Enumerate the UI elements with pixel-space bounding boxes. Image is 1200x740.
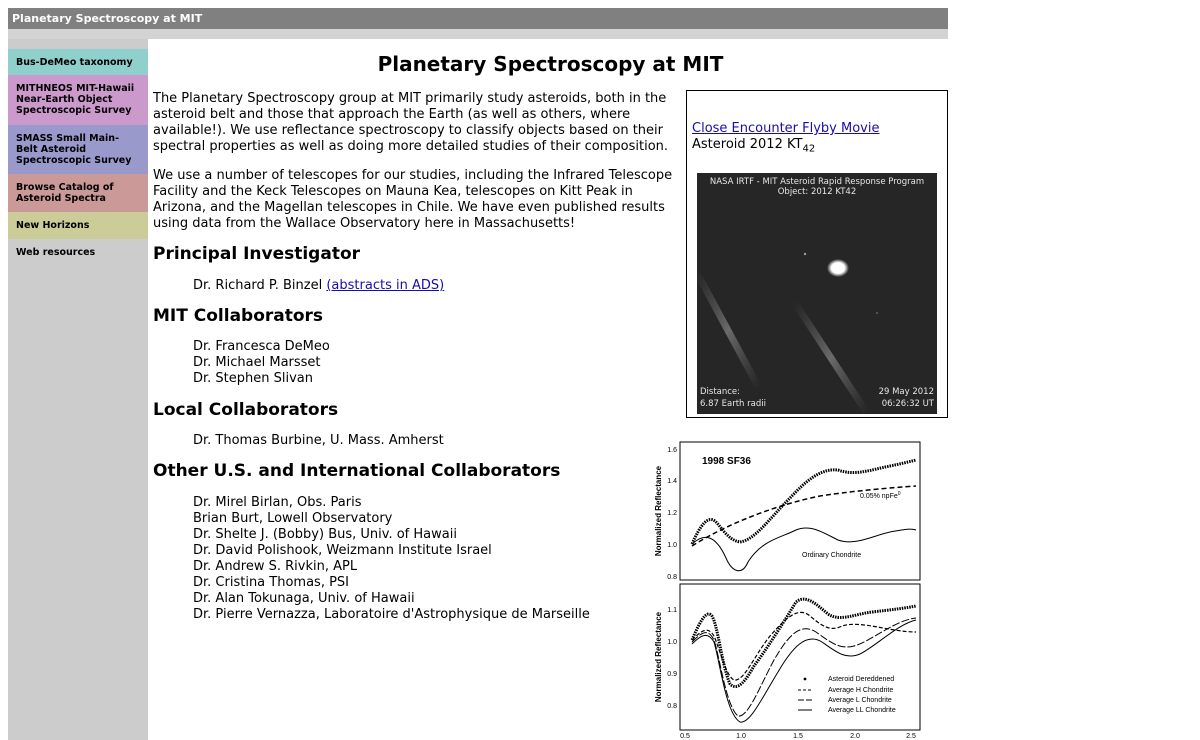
x-tick-label: 0.5 [680,733,690,740]
person-name: Dr. Thomas Burbine, U. Mass. Amherst [193,433,444,448]
frame-distance-value: 6.87 Earth radii [700,399,766,409]
site-title: Planetary Spectroscopy at MIT [12,12,203,25]
heading-local-collaborators: Local Collaborators [153,400,339,420]
person-name: Brian Burt, Lowell Observatory [193,511,393,526]
caption-text: Asteroid 2012 KT [692,137,803,152]
page-title: Planetary Spectroscopy at MIT [377,52,724,76]
ads-abstracts-link[interactable]: (abstracts in ADS) [326,278,445,293]
person-name: Dr. Alan Tokunaga, Univ. of Hawaii [193,591,415,606]
legend-entry: Average L Chondrite [828,697,892,704]
flyby-movie-link[interactable]: Close Encounter Flyby Movie [692,121,880,136]
sidebar-item-label: Web resources [16,247,96,258]
y-tick-label: 1.6 [667,447,677,454]
flyby-movie-panel [686,90,948,418]
asteroid-spectrum-top [692,460,916,544]
person-name: Dr. Andrew S. Rivkin, APL [193,559,358,574]
person-name: Dr. Shelte J. (Bobby) Bus, Univ. of Hawaii [193,527,457,542]
person-name: Dr. David Polishook, Weizmann Institute Israel [193,543,492,558]
starfield-image [697,173,937,414]
heading-mit-collaborators: MIT Collaborators [153,306,324,326]
sidebar-item-label: Bus-DeMeo taxonomy [16,57,133,68]
person-name: Dr. Michael Marsset [193,355,321,370]
legend-entry: Asteroid Dereddened [828,676,895,683]
sidebar-item-catalog[interactable] [8,174,148,212]
y-tick-label: 1.0 [667,542,677,549]
sidebar-item-label: MITHNEOS MIT-Hawaii Near-Earth Object Spectroscopic Survey [16,83,135,116]
person-name: Dr. Mirel Birlan, Obs. Paris [193,495,362,510]
person-name: Dr. Cristina Thomas, PSI [193,575,350,590]
caption-subscript: 42 [802,143,816,155]
y-tick-label: 0.8 [667,703,677,710]
person-name: Dr. Stephen Slivan [193,371,314,386]
asteroid-point [827,259,849,277]
x-tick-label: 2.0 [850,733,860,740]
sidebar-item-bus-demeo[interactable] [8,49,148,75]
top-y-axis-label: Normalized Reflectance [654,465,663,557]
frame-title: NASA IRTF - MIT Asteroid Rapid Response Program [709,177,925,187]
sidebar-item-label: SMASS Small Main-Belt Asteroid Spectroscopic Survey [16,133,132,166]
pi-entry [193,278,444,294]
npfe-superscript: 0 [897,491,901,497]
frame-distance-label: Distance: [700,387,741,397]
y-tick-label: 1.0 [667,639,677,646]
telescopes-paragraph: We use a number of telescopes for our studies, including the Infrared Telescope Facility and the Keck Telescopes on Mauna Kea, telescopes on Kitt Peak in Arizona, and the Magellan telescopes in Chile. We have even published results using data from the Wallace Observatory here in Massachusetts! [153,168,673,231]
header-divider [8,29,948,39]
heading-principal-investigator: Principal Investigator [153,244,361,264]
y-tick-label: 1.2 [667,510,677,517]
bottom-y-axis-label: Normalized Reflectance [654,611,663,703]
npfe-text: 0.05% npFe [860,493,898,500]
x-tick-label: 2.5 [906,733,916,740]
x-tick-label: 1.0 [736,733,746,740]
sidebar-item-smass[interactable] [8,125,148,174]
y-tick-label: 1.4 [667,478,677,485]
y-tick-label: 0.9 [667,671,677,678]
x-tick-label: 1.5 [793,733,803,740]
sidebar-nav [8,39,148,740]
frame-time: 06:26:32 UT [881,399,934,409]
y-tick-label: 1.1 [667,607,677,614]
site-title-bar [8,8,948,29]
ordinary-chondrite-label: Ordinary Chondrite [802,552,862,559]
person-name: Dr. Pierre Vernazza, Laboratoire d'Astrophysique de Marseille [193,607,590,622]
spectrum-figure [650,436,930,740]
asteroid-movie-frame[interactable] [697,173,937,414]
frame-object: Object: 2012 KT42 [777,187,857,197]
sidebar-item-label: Browse Catalog of Asteroid Spectra [16,182,114,204]
y-tick-label: 0.8 [667,574,677,581]
sidebar-item-web-resources[interactable] [8,239,148,265]
heading-other-collaborators: Other U.S. and International Collaborators [153,461,561,481]
legend-entry: Average H Chondrite [828,687,894,694]
sidebar-item-label: New Horizons [16,220,90,231]
object-label: 1998 SF36 [702,456,751,467]
sidebar-item-new-horizons[interactable] [8,212,148,239]
legend-marker-dereddened [804,678,807,681]
sidebar-item-mithneos[interactable] [8,75,148,125]
legend-entry: Average LL Chondrite [828,707,896,714]
person-name: Dr. Francesca DeMeo [193,339,330,354]
movie-caption [692,137,815,155]
npfe-label [860,491,901,500]
frame-date: 29 May 2012 [878,387,934,397]
intro-paragraph: The Planetary Spectroscopy group at MIT primarily study asteroids, both in the asteroid belt and those that approach the Earth (as well as others, where available!). We use reflectance spectroscopy to classify objects based on their spectral properties as well as doing more detailed studies of their composition. [153,91,669,154]
person-name: Dr. Richard P. Binzel [193,278,323,293]
